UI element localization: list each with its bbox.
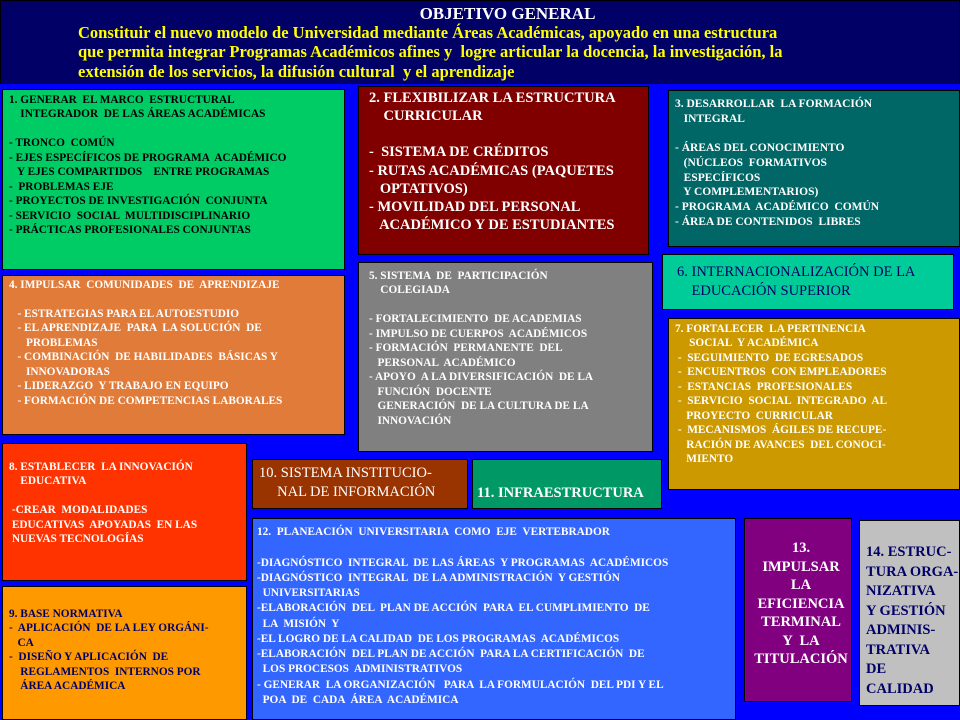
box-line (369, 298, 652, 312)
box-collegiate-participation (358, 262, 653, 452)
box-line: 2. FLEXIBILIZAR LA ESTRUCTURA (369, 90, 616, 106)
box-line (9, 122, 344, 136)
box-learning-communities (2, 275, 345, 435)
box-curriculum-flexibility (358, 86, 649, 255)
box-line: PROBLEMAS (9, 336, 98, 349)
box-line: - FORMACIÓN PERMANENTE DEL (369, 342, 563, 355)
box-line: - PROBLEMAS EJE (9, 180, 114, 193)
box-line: - SERVICIO SOCIAL INTEGRADO AL (675, 395, 888, 408)
box-line: - ENCUENTROS CON EMPLEADORES (675, 366, 887, 379)
box-line: - IMPULSO DE CUERPOS ACADÉMICOS (369, 327, 588, 340)
box-line: RACIÓN DE AVANCES DEL CONOCI- (675, 438, 886, 451)
box-line: - EJES ESPECÍFICOS DE PROGRAMA ACADÉMICO (9, 151, 287, 164)
box-line: ÁREA ACADÉMICA (9, 680, 126, 693)
box-line: - SEGUIMIENTO DE EGRESADOS (675, 351, 864, 364)
box-line: 7. FORTALECER LA PERTINENCIA (675, 323, 866, 335)
box-line: - GENERAR LA ORGANIZACIÓN PARA LA FORMULACIÓN DEL PDI Y EL (257, 678, 664, 691)
box-line: - PROYECTOS DE INVESTIGACIÓN CONJUNTA (9, 195, 268, 208)
box-line: NUEVAS TECNOLOGÍAS (9, 533, 144, 546)
box-terminal-efficiency (744, 518, 852, 702)
box-line: IMPULSAR (762, 558, 840, 575)
box-line: PROYECTO CURRICULAR (675, 409, 833, 422)
box-line: (NÚCLEOS FORMATIVOS (675, 156, 827, 169)
box-line: 5. SISTEMA DE PARTICIPACIÓN (369, 270, 548, 282)
box-line: TRATIVA (866, 641, 930, 658)
header-line: extensión de los servicios, la difusión cultural y el aprendizaje (78, 61, 515, 81)
box-line: - SISTEMA DE CRÉDITOS (369, 144, 549, 161)
box-line: INTEGRADOR DE LAS ÁREAS ACADÉMICAS (9, 108, 266, 121)
box-line: 1. GENERAR EL MARCO ESTRUCTURAL (9, 94, 235, 106)
box-line: - EL APRENDIZAJE PARA LA SOLUCIÓN DE (9, 322, 262, 335)
box-line: - MECANISMOS ÁGILES DE RECUPE- (675, 424, 887, 437)
box-line: COLEGIADA (369, 284, 450, 297)
header-body (78, 23, 783, 81)
box-line: EDUCATIVA (9, 475, 87, 488)
box-line: REGLAMENTOS INTERNOS POR (9, 665, 201, 678)
box-line: - PRÁCTICAS PROFESIONALES CONJUNTAS (9, 224, 251, 237)
box-line: - ESTRATEGIAS PARA EL AUTOESTUDIO (9, 307, 240, 320)
box-line: PERSONAL ACADÉMICO (369, 356, 516, 369)
box-line: Y EJES COMPARTIDOS ENTRE PROGRAMAS (9, 166, 270, 179)
box-line: 8. ESTABLECER LA INNOVACIÓN (9, 461, 193, 473)
box-line: -DIAGNÓSTICO INTEGRAL DE LAS ÁREAS Y PROGRAMAS ACADÉMICOS (257, 556, 669, 569)
box-line: -ELABORACIÓN DEL PLAN DE ACCIÓN PARA LA CERTIFICACIÓN DE (257, 648, 645, 660)
header-line: que permita integrar Programas Académicos afines y logre articular la docencia, la investigación, la (78, 42, 783, 62)
box-line: -CREAR MODALIDADES (9, 504, 148, 517)
box-line: ESPECÍFICOS (675, 171, 761, 184)
box-line: TITULACIÓN (754, 651, 848, 668)
general-objective-header (0, 0, 960, 84)
box-organizational-structure (859, 520, 960, 706)
box-relevance (668, 318, 960, 490)
box-line: CA (9, 636, 34, 649)
box-line: EDUCACIÓN SUPERIOR (677, 282, 851, 299)
box-line (369, 125, 648, 143)
box-line: CURRICULAR (369, 108, 483, 125)
box-educational-innovation (2, 443, 247, 581)
box-line: DE (866, 661, 887, 678)
box-line: -DIAGNÓSTICO INTEGRAL DE LA ADMINISTRACIÓN Y GESTIÓN (257, 571, 620, 584)
box-line: 4. IMPULSAR COMUNIDADES DE APRENDIZAJE (9, 279, 280, 291)
box-line: Y GESTIÓN (866, 602, 946, 619)
box-line: -ELABORACIÓN DEL PLAN DE ACCIÓN PARA EL CUMPLIMIENTO DE (257, 602, 650, 615)
box-line: UNIVERSITARIAS (257, 587, 360, 599)
box-information-system (252, 459, 468, 509)
box-line: ACADÉMICO Y DE ESTUDIANTES (369, 216, 615, 233)
box-line: - TRONCO COMÚN (9, 137, 115, 150)
box-line: - MOVILIDAD DEL PERSONAL (369, 198, 581, 215)
box-line: GENERACIÓN DE LA CULTURA DE LA (369, 400, 589, 413)
box-line: LA (790, 577, 812, 594)
box-line: EFICIENCIA (757, 595, 845, 612)
box-line: 9. BASE NORMATIVA (9, 608, 123, 620)
box-line: 10. SISTEMA INSTITUCIO- (259, 465, 432, 481)
box-line: FUNCIÓN DOCENTE (369, 385, 492, 398)
box-university-planning (252, 518, 736, 720)
box-line: INNOVACIÓN (369, 414, 452, 427)
box-infrastructure (472, 459, 662, 509)
box-line: - APLICACIÓN DE LA LEY ORGÁNI- (9, 622, 209, 635)
box-line (9, 292, 344, 306)
box-line: 13. (791, 540, 811, 556)
box-line: OPTATIVOS) (369, 180, 468, 197)
box-line: POA DE CADA ÁREA ACADÉMICA (257, 693, 459, 706)
box-line: - APOYO A LA DIVERSIFICACIÓN DE LA (369, 371, 594, 384)
box-line: 6. INTERNACIONALIZACIÓN DE LA (677, 264, 916, 280)
box-line: NAL DE INFORMACIÓN (259, 483, 436, 500)
box-line: 11. INFRAESTRUCTURA (477, 485, 644, 501)
box-line: TURA ORGA- (866, 563, 959, 580)
header-title: OBJETIVO GENERAL (419, 4, 596, 23)
header-line: Constituir el nuevo modelo de Universidad mediante Áreas Académicas, apoyado en una estructura (78, 23, 778, 42)
box-line: - RUTAS ACADÉMICAS (PAQUETES (369, 162, 614, 179)
box-line: 12. PLANEACIÓN UNIVERSITARIA COMO EJE VERTEBRADOR (257, 526, 610, 538)
box-line: EDUCATIVAS APOYADAS EN LAS (9, 518, 198, 531)
box-line: - ÁREA DE CONTENIDOS LIBRES (675, 215, 861, 228)
box-line: Y COMPLEMENTARIOS) (675, 186, 819, 199)
box-line: NIZATIVA (866, 583, 936, 600)
box-line: MIENTO (675, 453, 734, 466)
box-line: - COMBINACIÓN DE HABILIDADES BÁSICAS Y (9, 351, 278, 364)
box-line (9, 489, 246, 503)
box-integral-formation (668, 90, 960, 247)
box-line: - FORTALECIMIENTO DE ACADEMIAS (369, 313, 582, 326)
box-structural-framework (2, 89, 345, 270)
box-internationalization (662, 254, 954, 310)
box-line: INTEGRAL (675, 112, 745, 125)
box-line: - FORMACIÓN DE COMPETENCIAS LABORALES (9, 394, 283, 407)
box-normative-base (2, 586, 247, 720)
box-line: 14. ESTRUC- (866, 544, 952, 560)
box-line: ADMINIS- (866, 622, 936, 639)
box-line: CALIDAD (866, 680, 934, 697)
box-line: LOS PROCESOS ADMINISTRATIVOS (257, 663, 463, 676)
box-line (257, 540, 735, 555)
box-line: - PROGRAMA ACADÉMICO COMÚN (675, 201, 880, 214)
box-line: -EL LOGRO DE LA CALIDAD DE LOS PROGRAMAS ACADÉMICOS (257, 632, 620, 645)
box-line: INNOVADORAS (9, 365, 110, 378)
box-line: - ESTANCIAS PROFESIONALES (675, 380, 853, 393)
box-line: SOCIAL Y ACADÉMICA (675, 337, 819, 350)
box-line: - SERVICIO SOCIAL MULTIDISCIPLINARIO (9, 209, 251, 222)
box-line: Y LA (782, 632, 820, 649)
box-line: - LIDERAZGO Y TRABAJO EN EQUIPO (9, 380, 229, 393)
box-line (675, 126, 959, 141)
box-line: TERMINAL (761, 614, 841, 631)
box-line: - DISEÑO Y APLICACIÓN DE (9, 651, 169, 664)
box-line: LA MISIÓN Y (257, 617, 340, 630)
box-line: 3. DESARROLLAR LA FORMACIÓN (675, 98, 873, 110)
box-line: - ÁREAS DEL CONOCIMIENTO (675, 142, 845, 155)
